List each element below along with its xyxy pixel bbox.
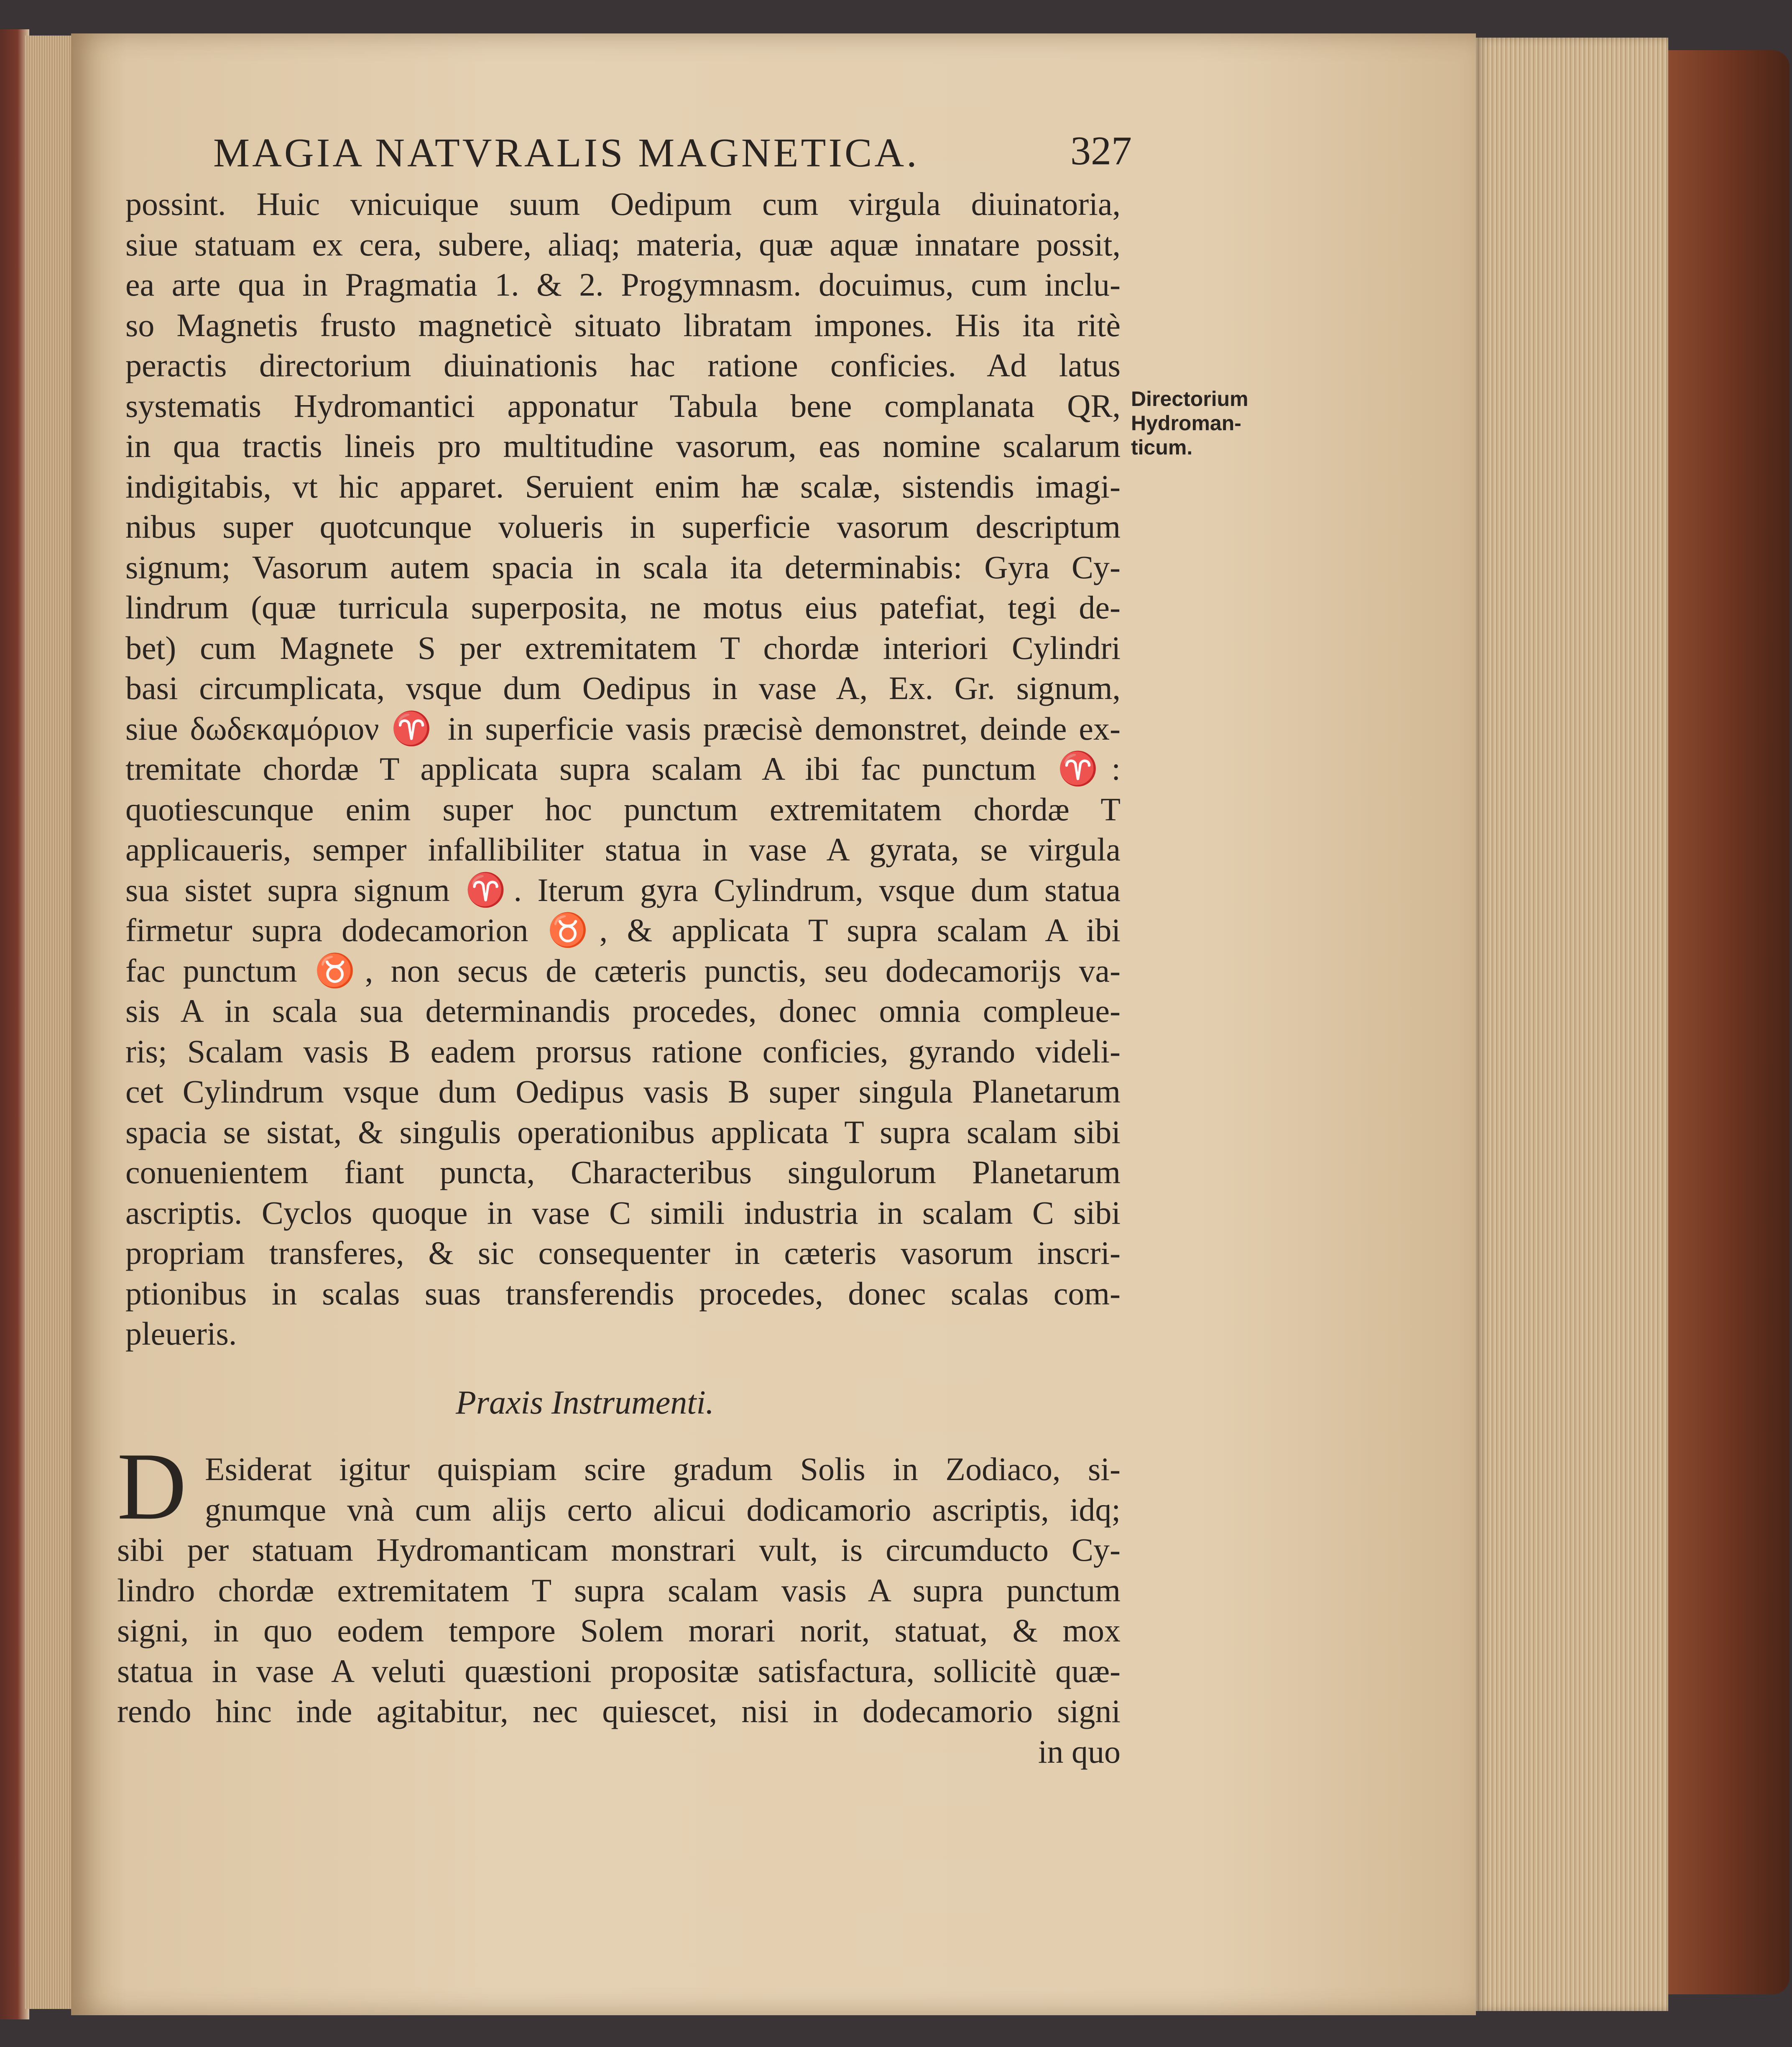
text-line: systematis Hydromantici apponatur Tabula bene complanata QR,: [125, 387, 1121, 424]
text-line: statua in vase A veluti quæstioni propositæ satisfactura, sollicitè quæ-: [117, 1652, 1121, 1689]
text-line: signi, in quo eodem tempore Solem morari norit, statuat, & mox: [117, 1612, 1121, 1649]
text-line: nibus super quotcunque volueris in superficie vasorum descriptum: [125, 508, 1121, 545]
catchword: in quo: [1038, 1733, 1121, 1770]
text-line: gnumque vnà cum alijs certo alicui dodicamorio ascriptis, idq;: [205, 1491, 1121, 1528]
text-line: so Magnetis frusto magneticè situato libratam impones. His ita ritè: [125, 306, 1121, 343]
text-line: sis A in scala sua determinandis procedes, donec omnia compleue-: [125, 993, 1121, 1029]
text-line: tremitate chordæ T applicata supra scalam A ibi fac punctum ♈:: [125, 750, 1121, 787]
marginal-note-line: Hydroman-: [1131, 411, 1241, 435]
text-line: possint. Huic vnicuique suum Oedipum cum virgula diuinatoria,: [125, 186, 1121, 222]
page-number: 327: [1070, 128, 1132, 174]
left-page-edges: [25, 36, 75, 2009]
body-text: [125, 184, 1121, 1354]
text-line: lindrum (quæ turricula superposita, ne motus eius patefiat, tegi de-: [125, 589, 1121, 625]
text-line: spacia se sistat, & singulis operationibus applicata T supra scalam sibi: [125, 1113, 1121, 1150]
text-line: ris; Scalam vasis B eadem prorsus ratione conficies, gyrando videli-: [125, 1033, 1121, 1069]
text-line: quotiescunque enim super hoc punctum extremitatem chordæ T: [125, 791, 1121, 827]
text-line: in qua tractis lineis pro multitudine vasorum, eas nomine scalarum: [125, 428, 1121, 464]
text-line: cet Cylindrum vsque dum Oedipus vasis B super singula Planetarum: [125, 1073, 1121, 1110]
marginal-note-line: Directorium: [1131, 387, 1248, 411]
section-text: [117, 1449, 1121, 1771]
text-line: indigitabis, vt hic apparet. Seruient enim hæ scalæ, sistendis imagi-: [125, 468, 1121, 505]
text-line: firmetur supra dodecamorion ♉, & applicata T supra scalam A ibi: [125, 912, 1121, 948]
text-line: conuenientem fiant puncta, Characteribus singulorum Planetarum: [125, 1154, 1121, 1190]
right-page-edges: [1476, 38, 1668, 2011]
text-line: siue δωδεκαμόριον ♈ in superficie vasis præcisè demonstret, deinde ex-: [125, 710, 1121, 747]
text-line: peractis directorium diuinationis hac ratione conficies. Ad latus: [125, 347, 1121, 383]
marginal-note: [1131, 387, 1248, 459]
text-line: bet) cum Magnete S per extremitatem T chordæ interiori Cylindri: [125, 629, 1121, 666]
text-line: sibi per statuam Hydromanticam monstrari vult, is circumducto Cy-: [117, 1531, 1121, 1568]
text-line: ascriptis. Cyclos quoque in vase C simili industria in scalam C sibi: [125, 1194, 1121, 1231]
section-heading: Praxis Instrumenti.: [456, 1384, 714, 1421]
text-line: ptionibus in scalas suas transferendis procedes, donec scalas com-: [125, 1275, 1121, 1312]
marginal-note-line: ticum.: [1131, 436, 1193, 459]
text-line: rendo hinc inde agitabitur, nec quiescet, nisi in dodecamorio signi: [117, 1693, 1121, 1729]
text-line: siue statuam ex cera, subere, aliaq; materia, quæ aquæ innatare possit,: [125, 226, 1121, 263]
text-line: Esiderat igitur quispiam scire gradum Solis in Zodiaco, si-: [205, 1451, 1121, 1487]
running-head: MAGIA NATVRALIS MAGNETICA.: [213, 130, 919, 176]
text-line: pleueris.: [125, 1315, 237, 1352]
text-line: ea arte qua in Pragmatia 1. & 2. Progymnasm. docuimus, cum inclu-: [125, 266, 1121, 303]
text-line: lindro chordæ extremitatem T supra scalam vasis A supra punctum: [117, 1572, 1121, 1608]
text-line: propriam transferes, & sic consequenter in cæteris vasorum inscri-: [125, 1235, 1121, 1271]
text-line: signum; Vasorum autem spacia in scala ita determinabis: Gyra Cy-: [125, 549, 1121, 585]
text-line: fac punctum ♉, non secus de cæteris punctis, seu dodecamorijs va-: [125, 952, 1121, 989]
text-line: applicaueris, semper infallibiliter statua in vase A gyrata, se virgula: [125, 831, 1121, 868]
text-line: basi circumplicata, vsque dum Oedipus in vase A, Ex. Gr. signum,: [125, 670, 1121, 706]
text-line: sua sistet supra signum ♈. Iterum gyra Cylindrum, vsque dum statua: [125, 871, 1121, 908]
right-book-cover: [1668, 50, 1789, 1994]
drop-cap: D: [117, 1433, 187, 1539]
